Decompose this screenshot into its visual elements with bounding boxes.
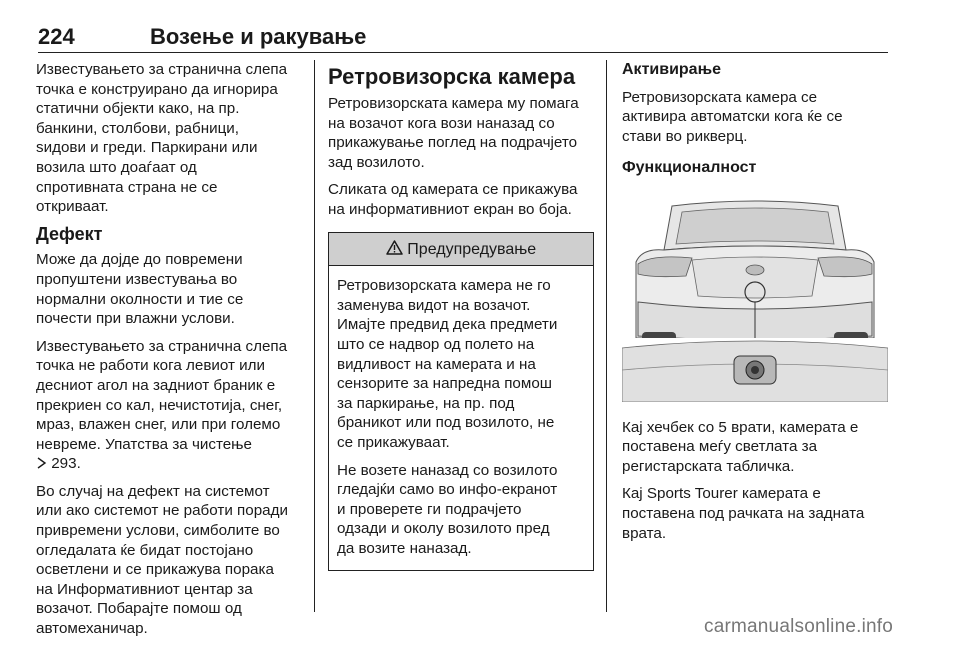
page-header bbox=[38, 22, 888, 53]
warning-triangle-icon bbox=[386, 240, 403, 255]
paragraph: Ретровизорската камера не го заменува видот на возачот. Имајте предвид дека предмети што се надвор од полето на видливост на камерата и на сензорите за напредна помош за паркирање, на пр. под браникот или под возилото, не се прикажуваат. bbox=[337, 277, 558, 451]
page-reference-arrow-icon bbox=[36, 457, 47, 469]
watermark: carmanualsonline.info bbox=[704, 616, 894, 637]
page-number: 224 bbox=[38, 24, 75, 49]
warning-body bbox=[329, 266, 593, 570]
paragraph: Кај Sports Tourer камерата е поставена под рачката на задната врата. bbox=[622, 485, 865, 542]
warning-box bbox=[328, 232, 594, 572]
warning-title: Предупредување bbox=[407, 240, 537, 258]
paragraph: Кај хечбек со 5 врати, камерата е поставена меѓу светлата за регистарската табличка. bbox=[622, 418, 859, 475]
paragraph: Ретровизорската камера се активира автоматски кога ќе се стави во рикверц. bbox=[622, 88, 843, 145]
paragraph: Известувањето за странична слепа точка не работи кога левиот или десниот агол на задниот браник е прекриен со кал, нечистотија, снег, мраз, влажен снег, или при големо невреме. Упатства за чистење 293. bbox=[36, 337, 288, 473]
warning-header bbox=[329, 233, 593, 267]
paragraph: Известувањето за странична слепа точка е конструирано да игнорира статични објекти како, на пр. банкини, столбови, рабници, ѕидови и греди. Паркирани или возила што доаѓаат од спротивната страна не се откриваат. bbox=[36, 61, 288, 216]
section-heading-functionality: Функционалност bbox=[622, 159, 757, 177]
camera-lens-icon bbox=[734, 356, 776, 384]
car-rear-icon bbox=[636, 201, 874, 354]
column-left bbox=[36, 60, 304, 647]
section-heading-defect: Дефект bbox=[36, 223, 103, 244]
column-divider bbox=[314, 60, 315, 612]
column-middle bbox=[328, 60, 594, 571]
paragraph: Ретровизорската камера му помага на возачот кога вози наназад со прикажување поглед на подрачјето зад возилото. bbox=[328, 95, 579, 171]
column-divider bbox=[606, 60, 607, 612]
column-right bbox=[622, 60, 888, 551]
chapter-title: Возење и ракување bbox=[150, 24, 367, 49]
paragraph: Во случај на дефект на системот или ако системот не работи поради привремени услови, симболите во огледалата ќе бидат постојано осветлени и се прикажува порака на Информативниот центар за возачот. Побарајте помош од автомеханичар. bbox=[36, 482, 288, 638]
section-heading-activation: Активирање bbox=[622, 61, 721, 78]
rear-camera-illustration bbox=[622, 198, 888, 402]
page-reference-link[interactable]: 293. bbox=[36, 455, 81, 472]
paragraph: Може да дојде до повремени пропуштени известувања во нормални околности и тие се почести при влажни услови. bbox=[36, 251, 244, 328]
section-heading-rear-camera: Ретровизорска камера bbox=[328, 64, 576, 89]
paragraph: Сликата од камерата се прикажува на информативниот екран во боја. bbox=[328, 181, 578, 218]
paragraph: Не возете наназад со возилото гледајќи само во инфо-екранот и проверете ги подрачјето одзади и околу возилото пред да возите наназад. bbox=[337, 461, 558, 557]
